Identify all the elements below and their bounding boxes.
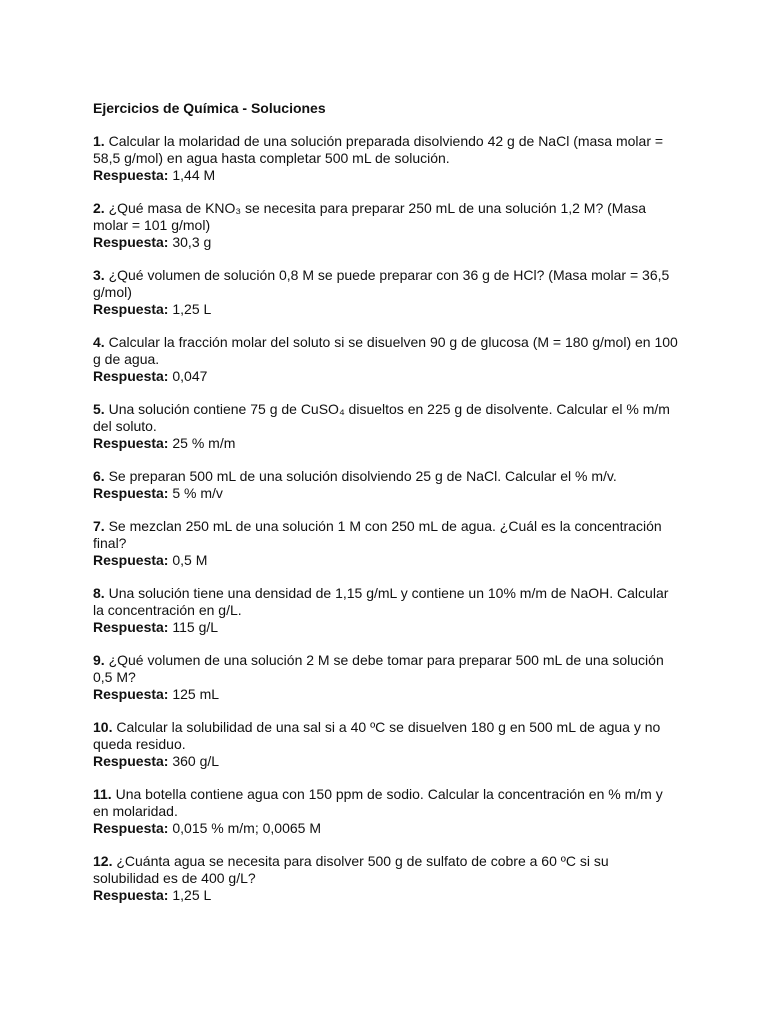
exercise-answer <box>93 167 678 184</box>
answer-label: Respuesta: <box>93 552 169 568</box>
answer-value: 125 mL <box>172 686 220 702</box>
exercise-question <box>93 853 678 887</box>
answer-label: Respuesta: <box>93 820 169 836</box>
exercise-question <box>93 200 678 234</box>
exercise-question <box>93 786 678 820</box>
exercise-question <box>93 468 678 485</box>
answer-value: 0,5 M <box>172 552 208 568</box>
exercise-text: Calcular la fracción molar del soluto si se disuelven 90 g de glucosa (M = 180 g/mol) en 100 g de agua. <box>93 334 678 367</box>
exercise-item <box>93 853 678 904</box>
answer-value: 5 % m/v <box>172 485 223 501</box>
answer-label: Respuesta: <box>93 485 169 501</box>
exercise-number: 1. <box>93 133 105 149</box>
exercise-question <box>93 585 678 619</box>
answer-label: Respuesta: <box>93 167 169 183</box>
exercise-item <box>93 518 678 569</box>
exercise-item <box>93 133 678 184</box>
exercise-number: 9. <box>93 652 105 668</box>
exercise-text: Una solución contiene 75 g de CuSO₄ disueltos en 225 g de disolvente. Calcular el % m/m del soluto. <box>93 401 670 434</box>
exercise-question <box>93 133 678 167</box>
exercise-text: Una botella contiene agua con 150 ppm de sodio. Calcular la concentración en % m/m y en molaridad. <box>93 786 663 819</box>
exercise-number: 4. <box>93 334 105 350</box>
exercise-answer <box>93 820 678 837</box>
answer-value: 0,047 <box>172 368 208 384</box>
exercise-answer <box>93 234 678 251</box>
exercise-item <box>93 652 678 703</box>
answer-label: Respuesta: <box>93 753 169 769</box>
exercise-item <box>93 468 678 502</box>
exercise-number: 6. <box>93 468 105 484</box>
exercise-answer <box>93 552 678 569</box>
exercise-number: 7. <box>93 518 105 534</box>
answer-label: Respuesta: <box>93 368 169 384</box>
answer-value: 30,3 g <box>172 234 212 250</box>
exercise-text: ¿Qué volumen de una solución 2 M se debe tomar para preparar 500 mL de una solución 0,5 M? <box>93 652 664 685</box>
exercise-answer <box>93 686 678 703</box>
answer-label: Respuesta: <box>93 234 169 250</box>
exercise-text: ¿Qué volumen de solución 0,8 M se puede preparar con 36 g de HCl? (Masa molar = 36,5 g/mol) <box>93 267 670 300</box>
answer-label: Respuesta: <box>93 435 169 451</box>
exercise-answer <box>93 887 678 904</box>
answer-value: 360 g/L <box>172 753 220 769</box>
exercise-answer <box>93 619 678 636</box>
exercise-text: Calcular la molaridad de una solución preparada disolviendo 42 g de NaCl (masa molar = 58,5 g/mol) en agua hasta completar 500 mL de solución. <box>93 133 664 166</box>
exercise-text: Calcular la solubilidad de una sal si a 40 ºC se disuelven 180 g en 500 mL de agua y no queda residuo. <box>93 719 661 752</box>
exercise-number: 11. <box>93 786 112 802</box>
exercise-number: 5. <box>93 401 105 417</box>
exercise-text: Se preparan 500 mL de una solución disolviendo 25 g de NaCl. Calcular el % m/v. <box>108 468 617 484</box>
exercise-question <box>93 334 678 368</box>
answer-value: 0,015 % m/m; 0,0065 M <box>172 820 321 836</box>
exercise-number: 2. <box>93 200 105 216</box>
answer-value: 1,25 L <box>172 301 212 317</box>
answer-label: Respuesta: <box>93 686 169 702</box>
exercise-answer <box>93 435 678 452</box>
exercise-question <box>93 267 678 301</box>
answer-label: Respuesta: <box>93 887 169 903</box>
exercise-item <box>93 401 678 452</box>
answer-value: 115 g/L <box>172 619 219 635</box>
answer-label: Respuesta: <box>93 301 169 317</box>
exercise-question <box>93 518 678 552</box>
exercise-item <box>93 585 678 636</box>
answer-label: Respuesta: <box>93 619 169 635</box>
exercise-text: ¿Cuánta agua se necesita para disolver 500 g de sulfato de cobre a 60 ºC si su solubilidad es de 400 g/L? <box>93 853 609 886</box>
answer-value: 1,44 M <box>172 167 216 183</box>
exercise-text: Una solución tiene una densidad de 1,15 g/mL y contiene un 10% m/m de NaOH. Calcular la concentración en g/L. <box>93 585 669 618</box>
exercise-item <box>93 719 678 770</box>
exercise-question <box>93 401 678 435</box>
exercise-number: 3. <box>93 267 105 283</box>
exercise-text: Se mezclan 250 mL de una solución 1 M con 250 mL de agua. ¿Cuál es la concentración final? <box>93 518 662 551</box>
exercise-item <box>93 334 678 385</box>
exercise-item <box>93 200 678 251</box>
exercise-answer <box>93 368 678 385</box>
exercise-number: 8. <box>93 585 105 601</box>
exercise-answer <box>93 753 678 770</box>
answer-value: 25 % m/m <box>172 435 236 451</box>
exercise-number: 12. <box>93 853 113 869</box>
exercise-text: ¿Qué masa de KNO₃ se necesita para preparar 250 mL de una solución 1,2 M? (Masa molar = 101 g/mol) <box>93 200 647 233</box>
exercise-number: 10. <box>93 719 113 735</box>
exercise-question <box>93 652 678 686</box>
answer-value: 1,25 L <box>172 887 212 903</box>
exercise-answer <box>93 301 678 318</box>
exercise-item <box>93 267 678 318</box>
document-title: Ejercicios de Química - Soluciones <box>93 100 326 116</box>
exercise-answer <box>93 485 678 502</box>
exercise-item <box>93 786 678 837</box>
exercise-question <box>93 719 678 753</box>
